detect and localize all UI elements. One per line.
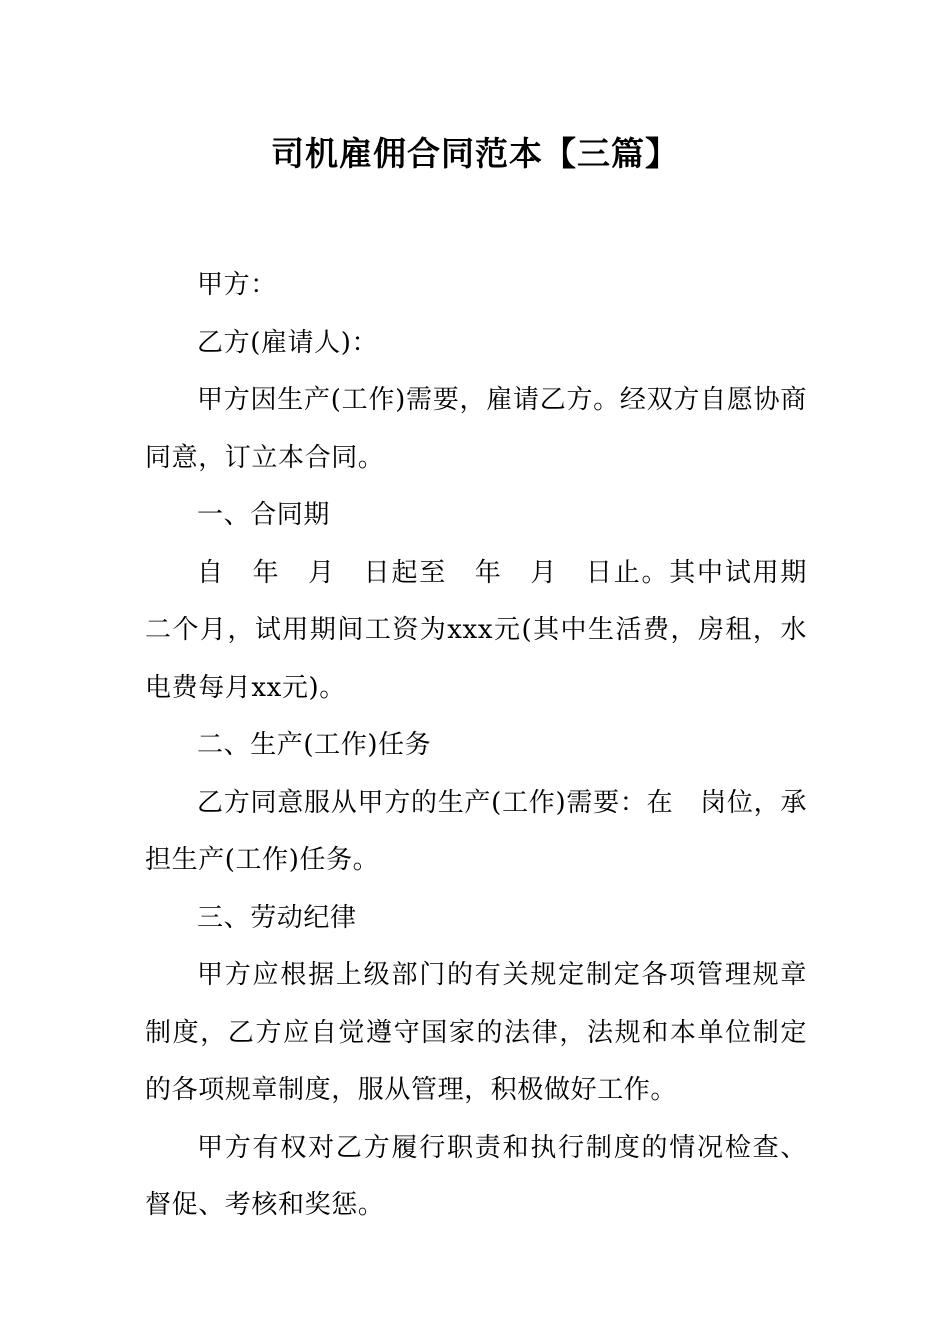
contract-term-paragraph: 自 年 月 日起至 年 月 日止。其中试用期二个月，试用期间工资为xxx元(其中生活费，房租，水电费每月xx元)。 (145, 557, 807, 703)
labor-discipline-paragraph-2: 甲方有权对乙方履行职责和执行制度的情况检查、督促、考核和奖惩。 (145, 1132, 807, 1220)
document-body (145, 257, 807, 1235)
section-heading-work-tasks: 二、生产(工作)任务 (197, 730, 432, 760)
party-b-line: 乙方(雇请人)： (197, 327, 379, 358)
work-tasks-paragraph: 乙方同意服从甲方的生产(工作)需要：在 岗位，承担生产(工作)任务。 (145, 787, 807, 875)
section-heading-contract-term: 一、合同期 (197, 500, 331, 530)
party-a-line: 甲方： (197, 270, 277, 300)
intro-paragraph: 甲方因生产(工作)需要，雇请乙方。经双方自愿协商同意，订立本合同。 (145, 385, 807, 473)
section-heading-labor-discipline: 三、劳动纪律 (197, 902, 357, 933)
document-title: 司机雇佣合同范本【三篇】 (271, 134, 679, 173)
labor-discipline-paragraph-1: 甲方应根据上级部门的有关规定制定各项管理规章制度，乙方应自觉遵守国家的法律，法规和本单位制定的各项规章制度，服从管理，积极做好工作。 (145, 960, 807, 1105)
